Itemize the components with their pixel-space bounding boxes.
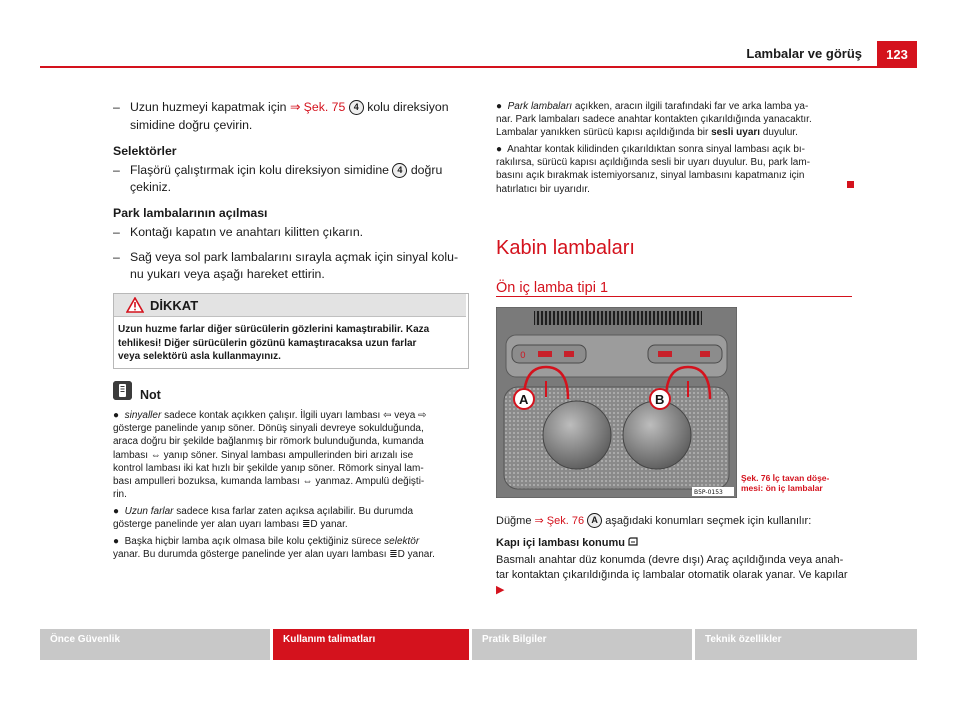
para-signal-lever-cont: nu yukarı veya aşağı hareket ettirin. bbox=[130, 267, 325, 281]
dash: – bbox=[113, 250, 120, 264]
right-item-park-lights: ● Park lambaları açıkken, aracın ilgili tarafındaki far ve arka lamba ya- nar. Park lambaları sadece anahtar kontakten çıkarıldığında yanacaktır. Lambalar yanıkken sürücü kapısı açıldığında bir sesli uyarı duyulur. bbox=[496, 101, 812, 139]
footer-tab-technical-specs[interactable]: Teknik özellikler bbox=[695, 629, 917, 660]
warning-title: DİKKAT bbox=[150, 298, 199, 313]
footer-tab-safety[interactable]: Önce Güvenlik bbox=[40, 629, 270, 660]
figure-interior-lamp bbox=[496, 307, 737, 498]
callout-circle: 4 bbox=[392, 163, 407, 178]
note-title: Not bbox=[140, 388, 161, 402]
figure-code: B5P-0153 bbox=[694, 489, 723, 496]
dash: – bbox=[113, 225, 120, 239]
svg-text:0: 0 bbox=[520, 351, 526, 361]
figure-label-b: B bbox=[655, 392, 665, 407]
section-title: Kabin lambaları bbox=[496, 237, 635, 259]
para-door-lamp-desc: Basmalı anahtar düz konumda (devre dışı) Araç açıldığında veya anah- tar kontaktan çıkarıldığında iç lambalar otomatik olarak yanar. Ve kapılar ▶ bbox=[496, 554, 848, 596]
para-button-a: Düğme ⇒ Şek. 76 A aşağıdaki konumları seçmek için kullanılır: bbox=[496, 515, 812, 527]
dash: – bbox=[113, 163, 120, 177]
note-item-signals: ● sinyaller sadece kontak açıkken çalışır. İlgili uyarı lambası ⇦ veya ⇨ gösterge panelinde yanıp söner. Dönüş sinyali devreye sokulduğunda, araca doğru bir şekilde bağlanmış bir römork bulunduğunda, kumanda lambası ⇔ yanıp söner. Sinyal lambası ampullerinden biri arızalı ise kontrol lambası iki kat hızlı bir şekilde yanıp söner. Römork sinyal lam- bası ampulleri bozuksa, kumanda lambası ⇔ yanmaz. Ampulü değişti- rin. bbox=[113, 410, 427, 501]
right-item-key-warning: ● Anahtar kontak kilidinden çıkarıldıktan sonra sinyal lambası açık bı- rakılırsa, sürücü kapısı açıldığında sesli bir uyarı duyulur. Bu, park lam- basını açık bırakmak istemiyorsanız, sinyal lambasını kapatmanız için hatırlatıcı bir uyarıdır. bbox=[496, 144, 811, 195]
warning-triangle-icon bbox=[126, 297, 144, 313]
end-of-section-marker bbox=[847, 181, 854, 188]
para-high-beam-off-cont: simidine doğru çevirin. bbox=[130, 118, 253, 132]
figure-caption: Şek. 76 İç tavan döşe- mesi: ön iç lambalar bbox=[741, 473, 830, 493]
figure-ref-link[interactable]: ⇒ Şek. 75 bbox=[289, 100, 346, 114]
figure-label-a: A bbox=[519, 392, 529, 407]
page-number: 123 bbox=[877, 41, 917, 67]
subsection-title: Ön iç lamba tipi 1 bbox=[496, 280, 609, 296]
continue-arrow-icon: ▶ bbox=[496, 584, 505, 596]
para-high-beam-off: Uzun huzmeyi kapatmak için ⇒ Şek. 75 4 kolu direksiyon bbox=[130, 100, 449, 114]
warning-text: Uzun huzme farlar diğer sürücülerin gözlerini kamaştırabilir. Kaza tehlikesi! Diğer sürücülerin gözünü kamaştıracaksa uzun farlar veya selektörü asla kullanmayınız. bbox=[118, 324, 430, 362]
note-item-flasher: ● Başka hiçbir lamba açık olmasa bile kolu çektiğiniz sürece selektör yanar. Bu durumda gösterge panelinde yer alan uyarı lambası ≣D yanar. bbox=[113, 536, 435, 561]
callout-circle: 4 bbox=[349, 100, 364, 115]
footer-tab-practical-info[interactable]: Pratik Bilgiler bbox=[472, 629, 692, 660]
note-item-high-beams: ● Uzun farlar sadece kısa farlar zaten açıksa açılabilir. Bu durumda gösterge panelinde yer alan uyarı lambası ≣D yanar. bbox=[113, 506, 414, 531]
dash: – bbox=[113, 100, 120, 114]
header-rule bbox=[40, 66, 917, 68]
heading-park-lights: Park lambalarının açılması bbox=[113, 206, 268, 220]
heading-selektorler: Selektörler bbox=[113, 144, 177, 158]
para-signal-lever: Sağ veya sol park lambalarını sırayla açmak için sinyal kolu- bbox=[130, 250, 459, 264]
door-lamp-icon bbox=[628, 537, 639, 547]
footer-tab-operating-instructions[interactable]: Kullanım talimatları bbox=[273, 629, 469, 660]
heading-door-lamp-position: Kapı içi lambası konumu bbox=[496, 536, 854, 551]
para-flasher: Flaşörü çalıştırmak için kolu direksiyon simidine 4 doğru bbox=[130, 163, 443, 177]
running-header-title: Lambalar ve görüş bbox=[746, 46, 862, 61]
callout-circle: A bbox=[587, 513, 602, 528]
note-icon bbox=[113, 381, 132, 400]
para-ignition-off: Kontağı kapatın ve anahtarı kilitten çıkarın. bbox=[130, 225, 364, 239]
para-flasher-cont: çekiniz. bbox=[130, 180, 172, 194]
subsection-rule bbox=[496, 296, 852, 297]
figure-ref-link[interactable]: ⇒ Şek. 76 bbox=[534, 515, 585, 527]
